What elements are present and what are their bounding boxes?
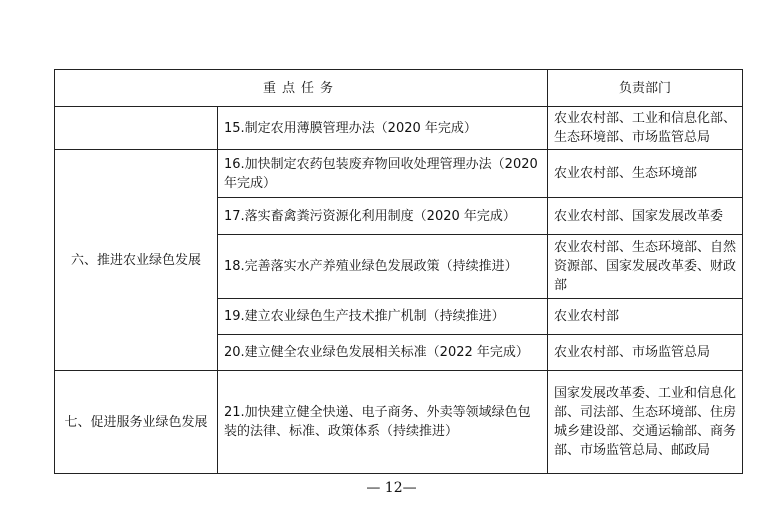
category-cell: 六、推进农业绿色发展	[55, 150, 218, 371]
task-cell: 18.完善落实水产养殖业绿色发展政策（持续推进）	[218, 235, 548, 299]
table-header-row	[55, 70, 743, 107]
dept-cell: 农业农村部	[548, 299, 743, 335]
page-number: — 12—	[366, 480, 417, 496]
category-cell-empty	[55, 107, 218, 150]
table-row	[55, 150, 743, 198]
header-task: 重点任务	[55, 70, 548, 107]
dept-cell: 农业农村部、工业和信息化部、生态环境部、市场监管总局	[548, 107, 743, 150]
task-cell: 15.制定农用薄膜管理办法（2020 年完成）	[218, 107, 548, 150]
dept-cell: 国家发展改革委、工业和信息化部、司法部、生态环境部、住房城乡建设部、交通运输部、商务部、市场监管总局、邮政局	[548, 371, 743, 474]
dept-cell: 农业农村部、国家发展改革委	[548, 198, 743, 235]
table-row	[55, 107, 743, 150]
task-cell: 21.加快建立健全快递、电子商务、外卖等领域绿色包装的法律、标准、政策体系（持续推进）	[218, 371, 548, 474]
task-cell: 16.加快制定农药包装废弃物回收处理管理办法（2020 年完成）	[218, 150, 548, 198]
task-table	[54, 69, 743, 474]
task-cell: 20.建立健全农业绿色发展相关标准（2022 年完成）	[218, 335, 548, 371]
table-row	[55, 371, 743, 474]
dept-cell: 农业农村部、生态环境部	[548, 150, 743, 198]
task-cell: 17.落实畜禽粪污资源化利用制度（2020 年完成）	[218, 198, 548, 235]
header-dept: 负责部门	[548, 70, 743, 107]
category-cell: 七、促进服务业绿色发展	[55, 371, 218, 474]
dept-cell: 农业农村部、市场监管总局	[548, 335, 743, 371]
dept-cell: 农业农村部、生态环境部、自然资源部、国家发展改革委、财政部	[548, 235, 743, 299]
task-cell: 19.建立农业绿色生产技术推广机制（持续推进）	[218, 299, 548, 335]
